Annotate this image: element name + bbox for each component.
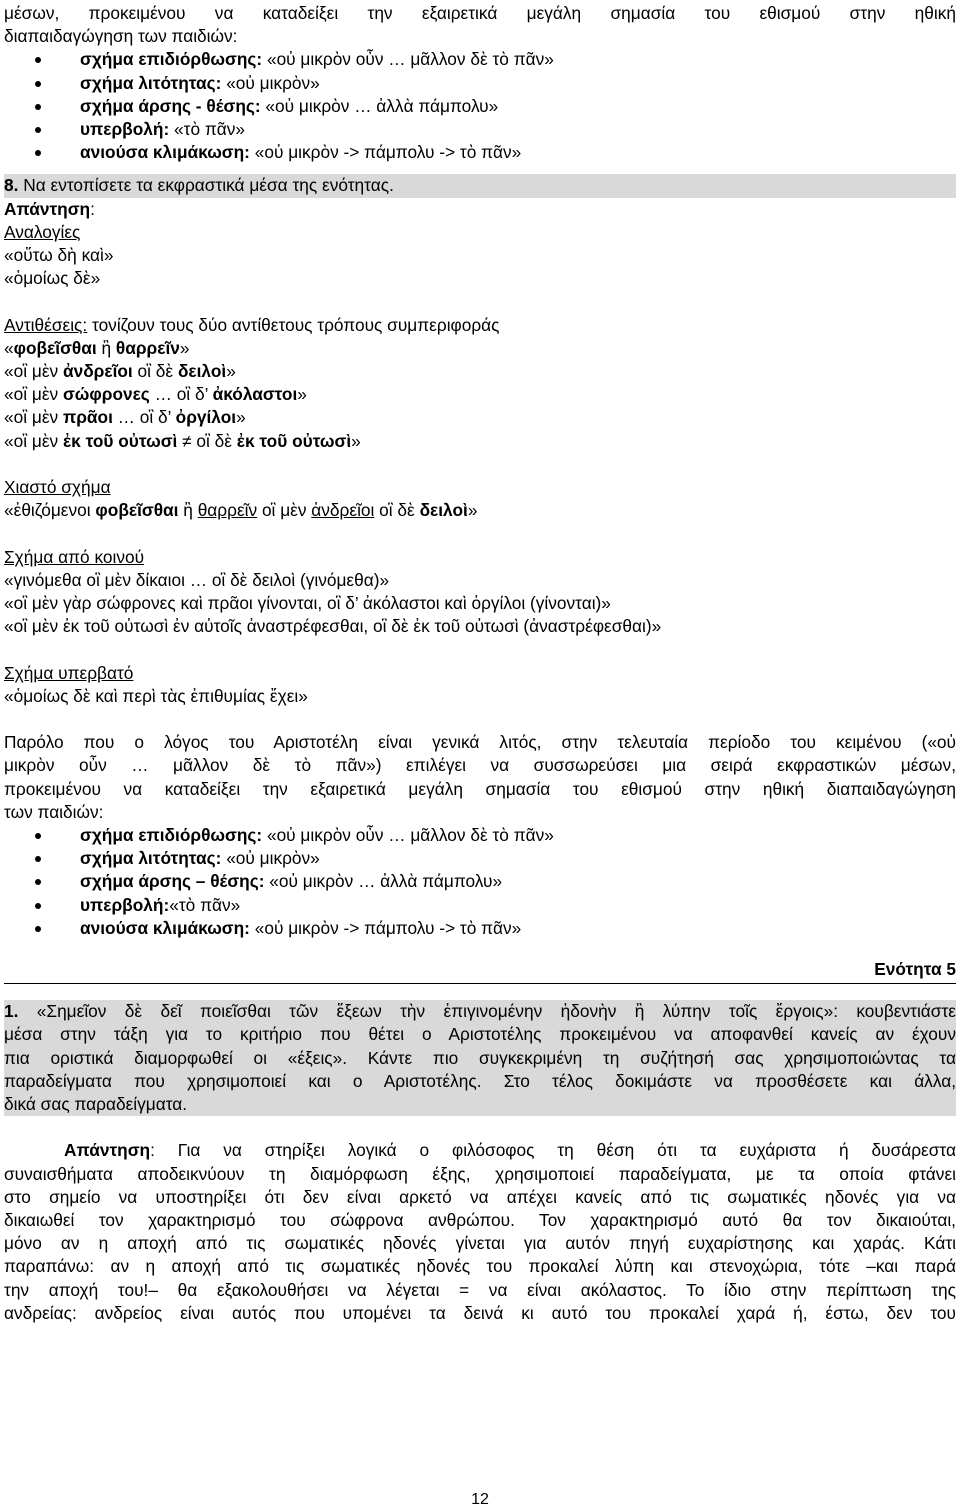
example: «οὐ μικρὸν οὖν … μᾶλλον δὲ τὸ πᾶν» [262, 49, 554, 70]
question-number: 1. [4, 1001, 19, 1022]
list-item: σχήμα λιτότητας: «οὐ μικρὸν» [4, 847, 956, 870]
list-item: σχήμα άρσης – θέσης: «οὐ μικρὸν … ἀλλὰ πάμπολυ» [4, 870, 956, 893]
term: σχήμα επιδιόρθωσης: [80, 49, 263, 70]
list-item: ανιούσα κλιμάκωση: «οὐ μικρὸν -> πάμπολυ -> τὸ πᾶν» [4, 917, 956, 940]
antithesis-item: «οἳ μὲν πρᾶοι … οἳ δ’ ὀργίλοι» [4, 407, 246, 428]
intro-line: διαπαιδαγώγηση των παιδιών: [4, 26, 238, 47]
term: ανιούσα κλιμάκωση: [80, 142, 250, 163]
example: «τὸ πᾶν» [169, 119, 246, 140]
chiasmus-item: «ἐθιζόμενοι φοβεῖσθαι ἢ θαρρεῖν οἳ μὲν ἀνδρεῖοι οἳ δὲ δειλοὶ» [4, 500, 478, 521]
question-1: 1. «Σημεῖον δὲ δεῖ ποιεῖσθαι τῶν ἕξεων τὴν ἐπιγινομένην ἡδονὴν ἢ λύπην τοῖς ἔργοις»: κουβεντιάστε μέσα στην τάξη για το κριτήριο που θέτει ο Αριστοτέλης προκειμένου να αποφανθεί κανείς αν έχουν πια οριστικά διαμορφωθεί οι «έξεις». Κάντε πιο συγκεκριμένη τη συζήτησή σας χρησιμοποιώντας τα παραδείγματα που χρησιμοποιεί και ο Αριστοτέλης. Στο τέλος δοκιμάστε να προσθέσετε και άλλα, δικά σας παραδείγματα. [4, 1000, 956, 1116]
antithesis-item: «οἳ μὲν σώφρονες … οἳ δ’ ἀκόλαστοι» [4, 384, 307, 405]
question-number: 8. [4, 175, 19, 196]
list-item [4, 118, 956, 141]
paragraph-line: προκειμένου να καταδείξει την εξαιρετικά μεγάλη σημασία του εθισμού στην ηθική διαπαιδαγώγηση [4, 778, 956, 799]
analogies-heading: Αναλογίες [4, 221, 81, 242]
antithesis-item: «φοβεῖσθαι ἢ θαρρεῖν» [4, 337, 190, 358]
term: σχήμα άρσης - θέσης: [80, 95, 261, 116]
answer-label: Απάντηση [64, 1140, 151, 1161]
list-item [4, 48, 956, 71]
common-item: «γινόμεθα οἳ μὲν δίκαιοι … οἳ δὲ δειλοὶ (γινόμεθα)» [4, 569, 390, 590]
question-8 [4, 174, 956, 197]
page-number: 12 [471, 1491, 489, 1508]
term: σχήμα λιτότητας: [80, 72, 222, 93]
answer-label: Απάντηση [4, 198, 91, 219]
colon: : [90, 198, 95, 219]
document-page [4, 2, 956, 1325]
common-heading: Σχήμα από κοινού [4, 546, 145, 567]
antithesis-item: «οἳ μὲν ἐκ τοῦ οὐτωσὶ ≠ οἳ δὲ ἐκ τοῦ οὐτωσὶ» [4, 430, 361, 451]
list-item [4, 72, 956, 95]
analogy-item: «ὁμοίως δὲ» [4, 268, 101, 289]
answer-paragraph: Απάντηση: Για να στηρίξει λογικά ο φιλόσοφος τη θέση ότι τα ευχάριστα ή δυσάρεστα συναισθήματα αποδεικνύουν τη διαμόρφωση έξης, χρησιμοποιεί παραδείγματα, με τα οποία φτάνει στο σημείο να υποστηρίξει ότι δεν είναι αρκετό να απέχει κανείς από τις σωματικές ηδονές για να δικαιωθεί τον χαρακτηρισμό του σώφρονα ανθρώπου. Τον χαρακτηρισμό αυτό θα τον δικαιούται, μόνο αν η αποχή από τις σωματικές ηδονές γίνεται για αυτόν πηγή ευχαρίστησης και χαράς. Κάτι παραπάνω: αν η αποχή από τις σωματικές ηδονές του προκαλεί λύπη και στενοχώρια, τότε –και παρά την αποχή του!– θα εξακολουθήσει να λέγεται = να είναι ακόλαστος. Το ίδιο στην περίπτωση της ανδρείας: ανδρείος είναι αυτός που υπομένει τα δεινά κι αυτό του προκαλεί χαρά ή, έστω, δεν του [4, 1140, 956, 1323]
hyperbaton-heading: Σχήμα υπερβατό [4, 662, 134, 683]
hyperbaton-item: «ὁμοίως δὲ καὶ περὶ τὰς ἐπιθυμίας ἔχει» [4, 685, 308, 706]
list-item [4, 141, 956, 164]
list-item [4, 95, 956, 118]
answer-label-line [4, 198, 956, 221]
analogy-item: «οὕτω δὴ καὶ» [4, 245, 114, 266]
term: υπερβολή: [80, 119, 170, 140]
list-item: σχήμα επιδιόρθωσης: «οὐ μικρὸν οὖν … μᾶλλον δὲ τὸ πᾶν» [4, 824, 956, 847]
paragraph-line: των παιδιών: [4, 801, 104, 822]
figures-list [4, 824, 956, 940]
common-item: «οἳ μὲν γὰρ σώφρονες καὶ πρᾶοι γίνονται, οἳ δ’ ἀκόλαστοι καὶ ὀργίλοι (γίνονται)» [4, 593, 611, 614]
example: «οὐ μικρὸν» [221, 72, 320, 93]
example: «οὐ μικρὸν … ἀλλὰ πάμπολυ» [260, 95, 499, 116]
antitheses-line [4, 314, 956, 337]
figures-list [4, 48, 956, 164]
example: «οὐ μικρὸν -> πάμπολυ -> τὸ πᾶν» [249, 142, 522, 163]
antitheses-heading: Αντιθέσεις: [4, 314, 88, 335]
question-text: Να εντοπίσετε τα εκφραστικά μέσα της ενότητας. [18, 175, 394, 196]
intro-line: μέσων, προκειμένου να καταδείξει την εξαιρετικά μεγάλη σημασία του εθισμού στην ηθική [4, 3, 956, 23]
chiasmus-heading: Χιαστό σχήμα [4, 477, 111, 498]
section-heading: Ενότητα 5 [4, 958, 956, 984]
paragraph-line: μικρὸν οὖν … μᾶλλον δὲ τὸ πᾶν») επιλέγει να συσσωρεύσει μια σειρά εκφραστικών μέσων, [4, 755, 956, 776]
antithesis-item: «οἳ μὲν ἀνδρεῖοι οἳ δὲ δειλοὶ» [4, 361, 236, 382]
list-item: υπερβολή:«τὸ πᾶν» [4, 894, 956, 917]
paragraph-line: Παρόλο που ο λόγος του Αριστοτέλη είναι γενικά λιτός, στην τελευταία περίοδο του κειμένου («οὐ [4, 732, 956, 753]
common-item: «οἳ μὲν ἐκ τοῦ οὐτωσὶ ἐν αὐτοῖς ἀναστρέφεσθαι, οἳ δὲ ἐκ τοῦ οὐτωσὶ (ἀναστρέφεσθαι)» [4, 616, 662, 637]
antitheses-desc: τονίζουν τους δύο αντίθετους τρόπους συμπεριφοράς [87, 314, 500, 335]
